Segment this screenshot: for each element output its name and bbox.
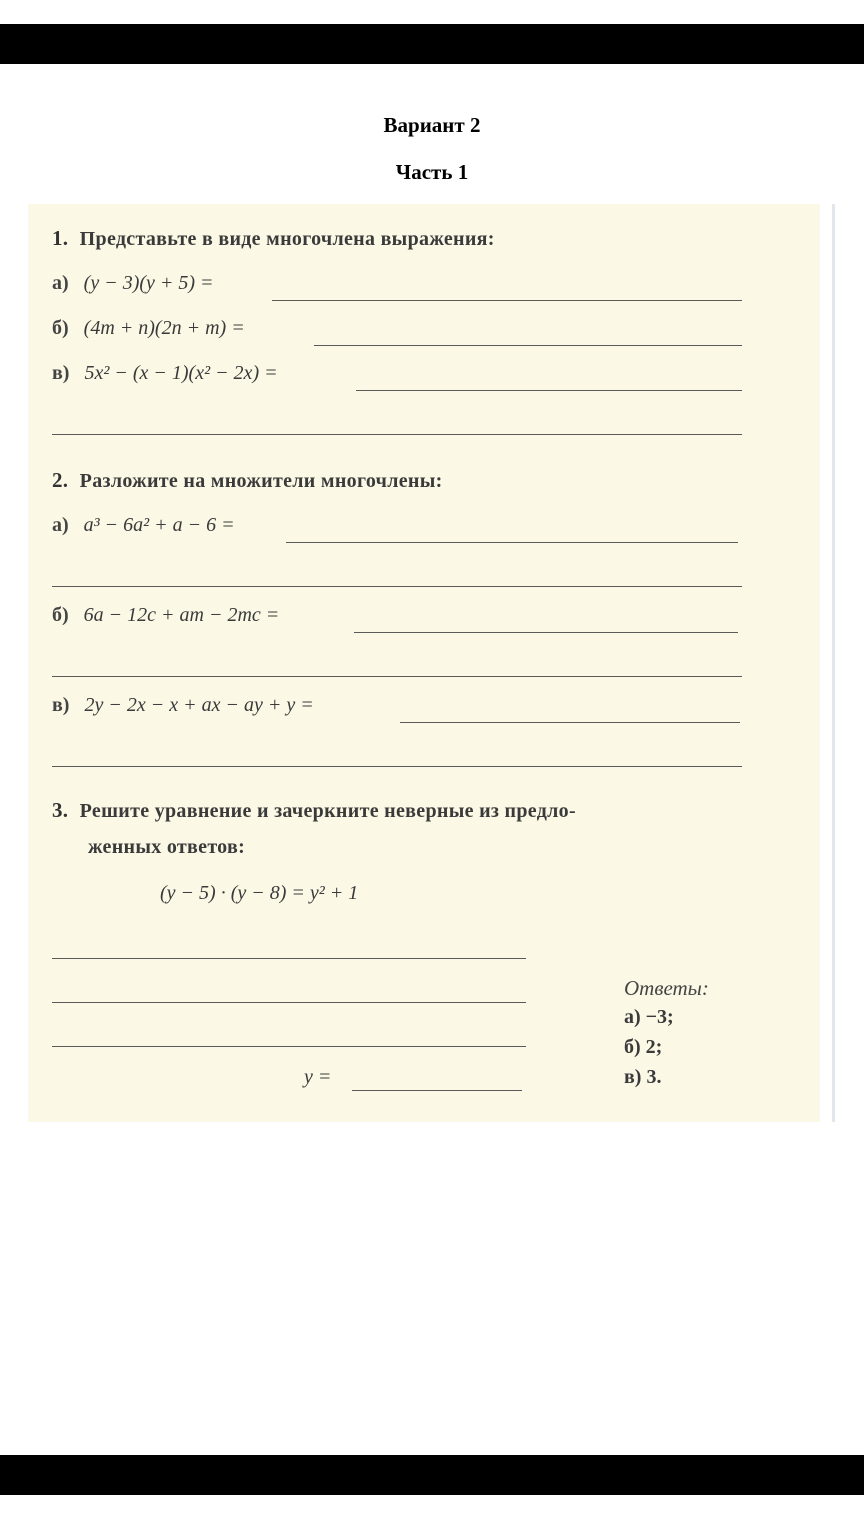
item-expression: 5x² − (x − 1)(x² − 2x) = bbox=[84, 362, 278, 384]
task3-text-line1: Решите уравнение и зачеркните неверные из предло- bbox=[79, 800, 576, 822]
item-label: а) bbox=[52, 272, 69, 294]
task2-number: 2. bbox=[52, 468, 69, 492]
answer-line[interactable] bbox=[314, 345, 742, 346]
answer-option-a[interactable]: а) −3; bbox=[624, 1006, 674, 1028]
answer-line[interactable] bbox=[52, 766, 742, 767]
answer-line[interactable] bbox=[400, 722, 740, 723]
task1-number: 1. bbox=[52, 226, 69, 250]
answer-option-c[interactable]: в) 3. bbox=[624, 1066, 662, 1088]
solution-line[interactable] bbox=[52, 1046, 526, 1047]
item-label: б) bbox=[52, 604, 69, 626]
item-label: б) bbox=[52, 317, 69, 339]
task1-item-c bbox=[52, 362, 278, 385]
item-label: а) bbox=[52, 514, 69, 536]
item-expression: (4m + n)(2n + m) = bbox=[83, 317, 245, 339]
item-expression: 2y − 2x − x + ax − ay + y = bbox=[84, 694, 314, 716]
answer-line[interactable] bbox=[356, 390, 742, 391]
task2-item-c bbox=[52, 694, 314, 717]
task3-equation: (y − 5) · (y − 8) = y² + 1 bbox=[160, 882, 359, 904]
task2-item-a bbox=[52, 514, 235, 537]
item-expression: (y − 3)(y + 5) = bbox=[83, 272, 214, 294]
task2-heading bbox=[52, 468, 443, 493]
task3-heading bbox=[52, 798, 576, 823]
item-label: в) bbox=[52, 362, 70, 384]
task2-text: Разложите на множители многочлены: bbox=[79, 470, 443, 492]
task3-number: 3. bbox=[52, 798, 69, 822]
answer-line[interactable] bbox=[354, 632, 738, 633]
task1-heading bbox=[52, 226, 495, 251]
final-answer-line[interactable] bbox=[352, 1090, 522, 1091]
worksheet bbox=[28, 204, 820, 1122]
page-title: Вариант 2 bbox=[383, 113, 481, 137]
bottom-black-bar bbox=[0, 1455, 864, 1495]
page-subtitle: Часть 1 bbox=[395, 160, 469, 184]
answer-option-b[interactable]: б) 2; bbox=[624, 1036, 663, 1058]
task1-item-a bbox=[52, 272, 214, 295]
task1-item-b bbox=[52, 317, 245, 340]
task2-item-b bbox=[52, 604, 279, 627]
answers-title: Ответы: bbox=[624, 976, 709, 1000]
answer-line[interactable] bbox=[286, 542, 738, 543]
task1-text: Представьте в виде многочлена выражения: bbox=[79, 228, 495, 250]
sheet-edge bbox=[832, 204, 835, 1122]
answer-line[interactable] bbox=[52, 586, 742, 587]
answer-line[interactable] bbox=[52, 434, 742, 435]
item-label: в) bbox=[52, 694, 70, 716]
answer-line[interactable] bbox=[272, 300, 742, 301]
top-black-bar bbox=[0, 24, 864, 64]
answer-line[interactable] bbox=[52, 676, 742, 677]
answer-prefix: y = bbox=[304, 1066, 332, 1088]
item-expression: a³ − 6a² + a − 6 = bbox=[83, 514, 235, 536]
task3-text-line2: женных ответов: bbox=[88, 836, 246, 858]
solution-line[interactable] bbox=[52, 1002, 526, 1003]
solution-line[interactable] bbox=[52, 958, 526, 959]
item-expression: 6a − 12c + am − 2mc = bbox=[83, 604, 280, 626]
